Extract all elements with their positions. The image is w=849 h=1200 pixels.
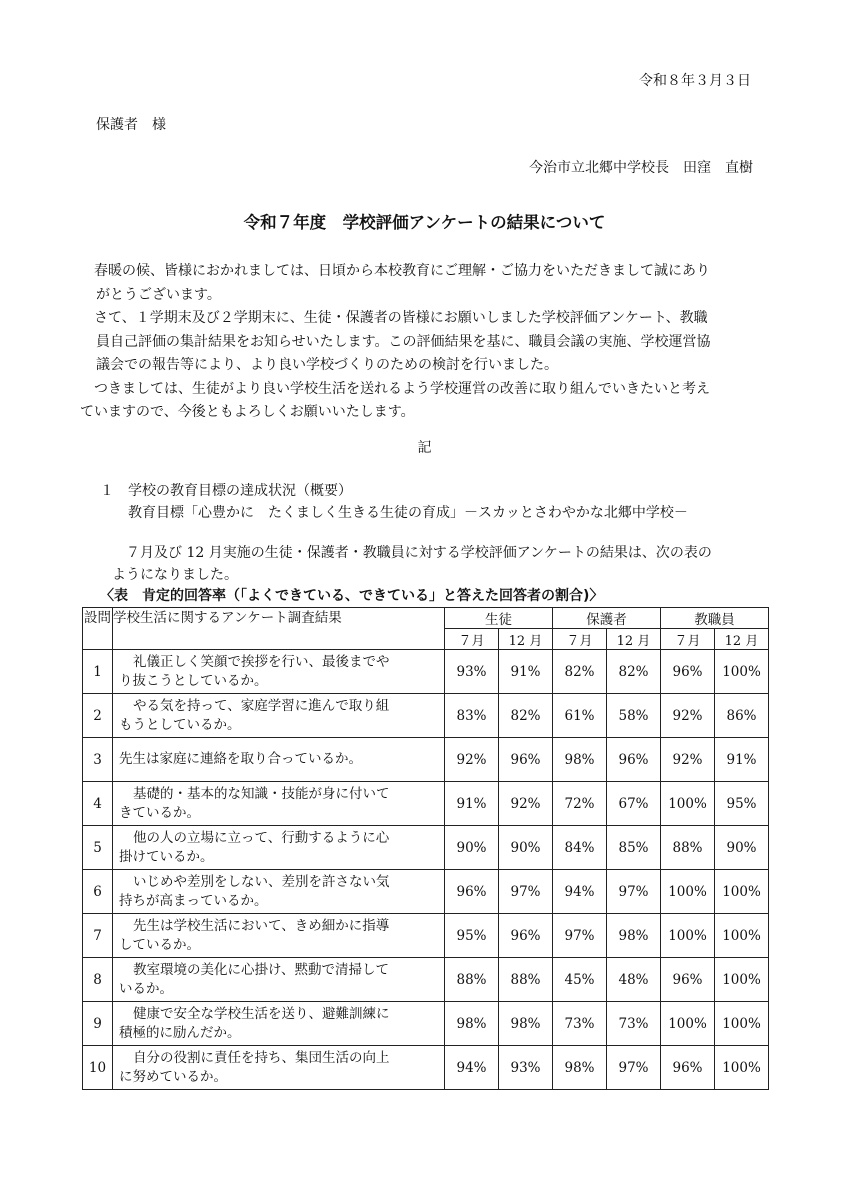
rate-cell: 100%	[661, 782, 715, 826]
question-text-line: しているか。	[119, 937, 200, 953]
body-line: さて、１学期末及び２学期末に、生徒・保護者の皆様にお願いしました学校評価アンケート、教職	[94, 310, 708, 326]
rate-cell: 95%	[445, 914, 499, 958]
survey-table-body	[83, 650, 769, 1090]
rate-cell: 97%	[607, 1046, 661, 1090]
month-header: ７月	[661, 629, 715, 650]
rate-cell: 98%	[607, 914, 661, 958]
rate-cell: 98%	[445, 1002, 499, 1046]
table-row	[83, 694, 769, 738]
month-header: 12 月	[499, 629, 553, 650]
question-text-line: 基礎的・基本的な知識・技能が身に付いて	[133, 786, 390, 802]
month-header: 12 月	[715, 629, 769, 650]
question-text-line: 教室環境の美化に心掛け、黙動で清掃して	[133, 962, 389, 978]
rate-cell: 97%	[607, 870, 661, 914]
question-number: 6	[83, 870, 113, 914]
question-text	[113, 958, 445, 1002]
question-text	[113, 1002, 445, 1046]
rate-cell: 100%	[715, 1002, 769, 1046]
month-header: ７月	[553, 629, 607, 650]
rate-cell: 48%	[607, 958, 661, 1002]
section-description	[112, 542, 772, 586]
question-text	[113, 826, 445, 870]
column-header-item: 学校生活に関するアンケート調査結果	[113, 608, 445, 650]
rate-cell: 97%	[499, 870, 553, 914]
body-line: がとうございます。	[96, 286, 221, 303]
rate-cell: 91%	[445, 782, 499, 826]
rate-cell: 86%	[715, 694, 769, 738]
month-header: ７月	[445, 629, 499, 650]
rate-cell: 92%	[661, 694, 715, 738]
rate-cell: 88%	[661, 826, 715, 870]
rate-cell: 90%	[499, 826, 553, 870]
rate-cell: 100%	[661, 1002, 715, 1046]
question-text-line: に努めているか。	[119, 1069, 227, 1085]
question-text-line: 自分の役割に責任を持ち、集団生活の向上	[133, 1050, 390, 1066]
column-header-question-no: 設問	[83, 608, 113, 650]
question-number: 1	[83, 650, 113, 694]
rate-cell: 94%	[445, 1046, 499, 1090]
body-line: 員自己評価の集計結果をお知らせいたします。この評価結果を基に、職員会議の実施、学校運営協	[96, 333, 711, 350]
question-text-line: り抜こうとしているか。	[119, 673, 268, 689]
rate-cell: 73%	[607, 1002, 661, 1046]
question-text	[113, 782, 445, 826]
table-row	[83, 870, 769, 914]
question-number: 8	[83, 958, 113, 1002]
question-number: 3	[83, 738, 113, 782]
question-number: 5	[83, 826, 113, 870]
rate-cell: 98%	[553, 738, 607, 782]
rate-cell: 82%	[553, 650, 607, 694]
rate-cell: 96%	[445, 870, 499, 914]
rate-cell: 92%	[445, 738, 499, 782]
table-row	[83, 1002, 769, 1046]
rate-cell: 90%	[715, 826, 769, 870]
sender: 今治市立北郷中学校長 田窪 直樹	[529, 160, 753, 176]
question-text	[113, 870, 445, 914]
question-text	[113, 914, 445, 958]
ki-mark: 記	[417, 440, 432, 456]
rate-cell: 91%	[499, 650, 553, 694]
document-title: 令和７年度 学校評価アンケートの結果について	[243, 213, 606, 232]
question-text-line: やる気を持って、家庭学習に進んで取り組	[133, 698, 390, 714]
rate-cell: 95%	[715, 782, 769, 826]
question-text-line: 礼儀正しく笑顔で挨拶を行い、最後までや	[133, 654, 390, 670]
survey-results-table	[82, 607, 769, 1090]
question-text-line: いじめや差別をしない、差別を許さない気	[133, 874, 390, 890]
rate-cell: 58%	[607, 694, 661, 738]
rate-cell: 84%	[553, 826, 607, 870]
group-header-staff: 教職員	[661, 608, 769, 629]
rate-cell: 100%	[715, 914, 769, 958]
group-header-guardians: 保護者	[553, 608, 661, 629]
education-goal: 教育目標「心豊かに たくましく生きる生徒の育成」－スカッとさわやかな北郷中学校－	[128, 505, 688, 521]
question-text-line: 先生は学校生活において、きめ細かに指導	[133, 918, 390, 934]
body-line: ていますので、今後ともよろしくお願いいたします。	[80, 404, 415, 420]
rate-cell: 100%	[661, 870, 715, 914]
rate-cell: 96%	[661, 650, 715, 694]
table-caption: 〈表 肯定的回答率（「よくできている、できている」と答えた回答者の割合)〉	[100, 588, 604, 604]
rate-cell: 96%	[607, 738, 661, 782]
body-line: 春暖の候、皆様におかれましては、日頃から本校教育にご理解・ご協力をいただきまして誠にあり	[94, 263, 710, 279]
rate-cell: 92%	[499, 782, 553, 826]
question-text-line: 積極的に励んだか。	[119, 1025, 241, 1041]
question-text-line: いるか。	[119, 981, 173, 997]
question-text	[113, 738, 445, 782]
rate-cell: 82%	[499, 694, 553, 738]
table-row	[83, 650, 769, 694]
rate-cell: 97%	[553, 914, 607, 958]
body-line: 議会での報告等により、より良い学校づくりのための検討を行いました。	[96, 357, 558, 373]
question-text-line: 掛けているか。	[119, 849, 214, 865]
rate-cell: 93%	[445, 650, 499, 694]
table-row	[83, 1046, 769, 1090]
question-text	[113, 1046, 445, 1090]
table-row	[83, 782, 769, 826]
rate-cell: 72%	[553, 782, 607, 826]
rate-cell: 100%	[661, 914, 715, 958]
rate-cell: 100%	[715, 958, 769, 1002]
rate-cell: 93%	[499, 1046, 553, 1090]
rate-cell: 96%	[499, 738, 553, 782]
rate-cell: 83%	[445, 694, 499, 738]
rate-cell: 96%	[661, 958, 715, 1002]
description-line: ７月及び 12 月実施の生徒・保護者・教職員に対する学校評価アンケートの結果は、次の表の	[126, 545, 712, 561]
question-number: 7	[83, 914, 113, 958]
table-row	[83, 958, 769, 1002]
body-line: つきましては、生徒がより良い学校生活を送れるよう学校運営の改善に取り組んでいきたいと考え	[94, 380, 710, 397]
question-text-line: きているか。	[119, 805, 200, 821]
question-number: 2	[83, 694, 113, 738]
table-row	[83, 738, 769, 782]
description-line: ようになりました。	[112, 567, 238, 583]
rate-cell: 82%	[607, 650, 661, 694]
rate-cell: 85%	[607, 826, 661, 870]
month-header: 12 月	[607, 629, 661, 650]
question-text-line: 持ちが高まっているか。	[119, 893, 268, 909]
rate-cell: 96%	[661, 1046, 715, 1090]
recipient: 保護者 様	[96, 117, 166, 133]
rate-cell: 61%	[553, 694, 607, 738]
question-number: 10	[83, 1046, 113, 1090]
question-text-line: 先生は家庭に連絡を取り合っているか。	[119, 751, 362, 767]
rate-cell: 90%	[445, 826, 499, 870]
rate-cell: 88%	[499, 958, 553, 1002]
rate-cell: 98%	[499, 1002, 553, 1046]
rate-cell: 100%	[715, 650, 769, 694]
rate-cell: 88%	[445, 958, 499, 1002]
group-header-students: 生徒	[445, 608, 553, 629]
rate-cell: 96%	[499, 914, 553, 958]
table-row	[83, 914, 769, 958]
rate-cell: 45%	[553, 958, 607, 1002]
rate-cell: 67%	[607, 782, 661, 826]
question-text-line: もうとしているか。	[119, 717, 241, 733]
table-row	[83, 826, 769, 870]
question-text-line: 他の人の立場に立って、行動するように心	[133, 830, 390, 846]
rate-cell: 92%	[661, 738, 715, 782]
section-heading: １ 学校の教育目標の達成状況（概要）	[100, 483, 352, 499]
rate-cell: 94%	[553, 870, 607, 914]
document-date: 令和８年３月３日	[639, 73, 751, 89]
question-text	[113, 650, 445, 694]
rate-cell: 73%	[553, 1002, 607, 1046]
question-number: 4	[83, 782, 113, 826]
question-number: 9	[83, 1002, 113, 1046]
rate-cell: 100%	[715, 1046, 769, 1090]
rate-cell: 91%	[715, 738, 769, 782]
letter-body	[80, 260, 770, 425]
question-text	[113, 694, 445, 738]
rate-cell: 100%	[715, 870, 769, 914]
question-text-line: 健康で安全な学校生活を送り、避難訓練に	[133, 1006, 390, 1022]
rate-cell: 98%	[553, 1046, 607, 1090]
